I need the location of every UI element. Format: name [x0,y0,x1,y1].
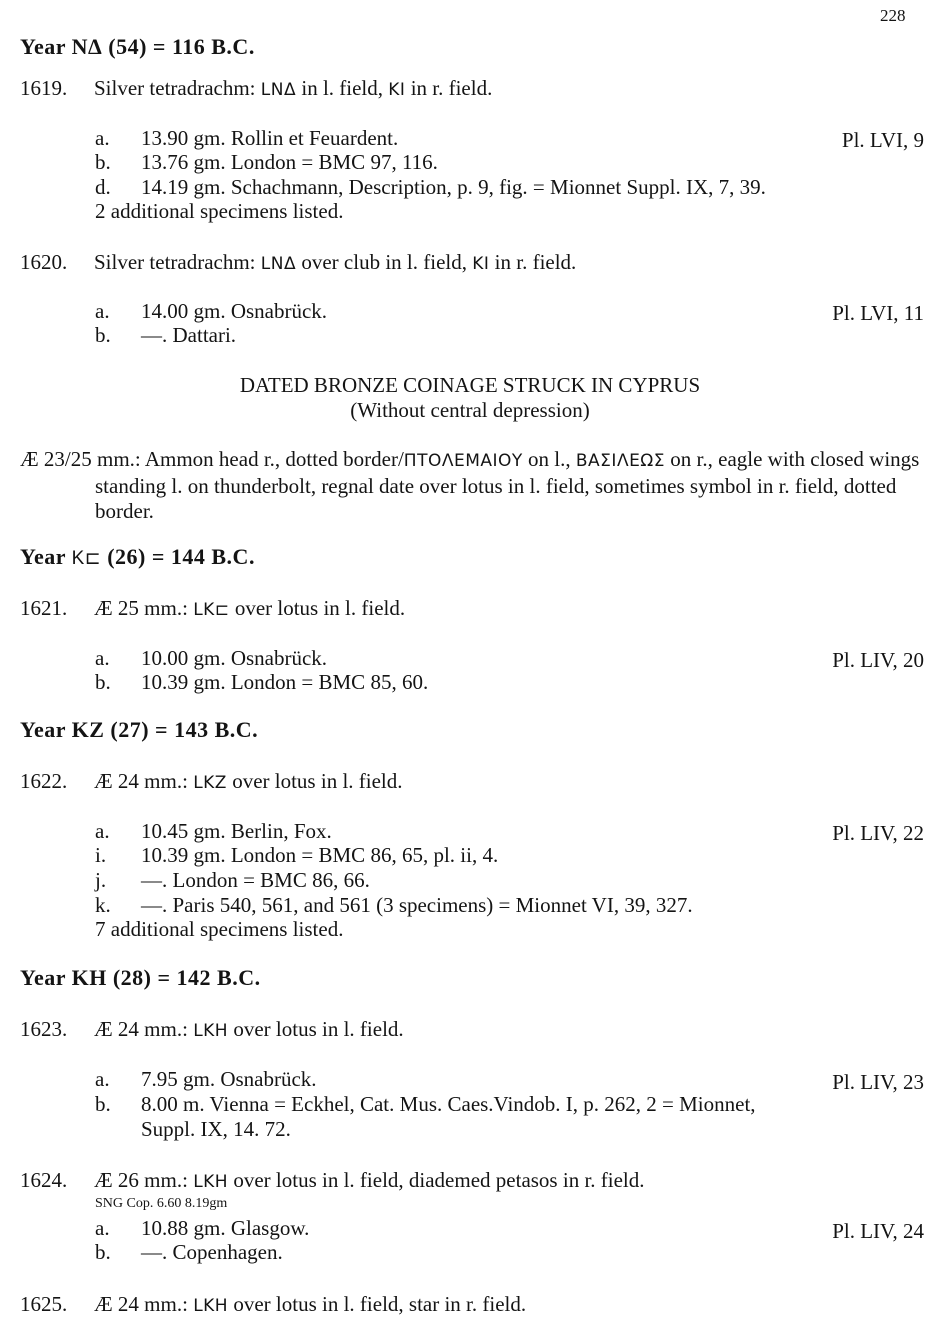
specimen-text: 13.90 gm. Rollin et Feuardent. [141,126,399,150]
specimen-text: 7.95 gm. Osnabrück. [141,1067,317,1091]
specimen-text: —. Copenhagen. [141,1240,283,1264]
section-title: DATED BRONZE COINAGE STRUCK IN CYPRUS [239,373,701,397]
greek-inscription: LΚΗ [193,1296,229,1316]
specimen-letter: b. [95,323,111,347]
entry-number: 1619. [20,76,68,100]
specimen-letter: i. [95,843,107,867]
entry-number: 1621. [20,596,68,620]
heading-text: Year [20,34,72,59]
specimen-text: Suppl. IX, 14. 72. [141,1117,291,1141]
plate-reference: Pl. LIV, 23 [832,1070,924,1094]
catalog-entry-1622 [20,769,403,794]
specimen-row [95,1216,309,1240]
specimen-text: 13.76 gm. London = BMC 97, 116. [141,150,438,174]
specimen-letter: a. [95,126,110,150]
specimen-text: 14.00 gm. Osnabrück. [141,299,328,323]
entry-text: over lotus in l. field. [228,1017,404,1041]
heading-text: Year [20,717,72,742]
specimen-row [95,150,438,174]
greek-inscription: ΚΙ [388,80,406,100]
specimen-text: 10.00 gm. Osnabrück. [141,646,328,670]
greek-inscription: LΚ⊏ [193,600,230,620]
specimen-letter: b. [95,670,111,694]
specimen-row [95,893,693,917]
specimen-letter: d. [95,175,111,199]
description-text: Æ 23/25 mm.: Ammon head r., dotted border/ [20,447,404,471]
specimen-text: —. London = BMC 86, 66. [141,868,370,892]
specimen-row [95,670,428,694]
year-heading-26 [20,544,255,570]
entry-text: over lotus in l. field, diademed petasos in r. field. [228,1168,645,1192]
entry-number: 1622. [20,769,68,793]
description-text: on l., [522,447,576,471]
specimen-row [95,1067,317,1091]
specimen-letter: a. [95,1067,110,1091]
plate-reference: Pl. LIV, 22 [832,821,924,845]
heading-text: (26) = 144 B.C. [101,544,255,569]
greek-numeral: KH [71,965,107,990]
specimen-row [95,646,327,670]
section-subtitle: (Without central depression) [350,398,590,422]
description-text: on r., eagle with closed wings standing l. on thunderbolt, regnal date over lotus in l. field, sometimes symbol in r. field, dotted border. [95,447,920,523]
entry-text: Æ 24 mm.: [94,769,194,793]
catalog-entry-1624 [20,1168,645,1193]
greek-inscription: LΝΔ [260,80,297,100]
specimen-letter: k. [95,893,111,917]
specimen-text: 14.19 gm. Schachmann, Description, p. 9, fig. = Mionnet Suppl. IX, 7, 39. [141,175,766,199]
specimen-text: —. Dattari. [141,323,237,347]
heading-text: Year [20,965,72,990]
specimen-row [95,1117,291,1141]
specimen-row [95,323,236,347]
specimen-text: 10.88 gm. Glasgow. [141,1216,310,1240]
specimen-row [95,868,370,892]
entry-number: 1625. [20,1292,68,1316]
year-heading-54 [20,34,255,60]
entry-text: Æ 25 mm.: [94,596,194,620]
specimen-row [95,1240,283,1264]
type-description [20,447,925,524]
specimen-text: 8.00 m. Vienna = Eckhel, Cat. Mus. Caes.Vindob. I, p. 262, 2 = Mionnet, [141,1092,756,1116]
specimen-row [95,1092,756,1116]
plate-reference: Pl. LIV, 24 [832,1219,924,1243]
greek-inscription: ΠΤΟΛΕΜΑΙΟΥ [403,451,523,471]
plate-reference: Pl. LVI, 11 [832,301,924,325]
year-heading-27 [20,717,258,743]
catalog-entry-1619 [20,76,492,101]
entry-text: Æ 24 mm.: [94,1017,194,1041]
specimen-text: 10.45 gm. Berlin, Fox. [141,819,332,843]
entry-text: in l. field, [296,76,389,100]
specimen-letter: b. [95,1240,111,1264]
entry-number: 1623. [20,1017,68,1041]
specimen-text: 10.39 gm. London = BMC 85, 60. [141,670,429,694]
specimen-letter: b. [95,1092,111,1116]
specimen-letter: a. [95,299,110,323]
greek-inscription: LΚΗ [193,1021,229,1041]
plate-reference: Pl. LIV, 20 [832,648,924,672]
year-heading-28 [20,965,261,991]
entry-text: over lotus in l. field. [226,769,403,793]
greek-numeral: KZ [71,717,105,742]
specimen-row [95,819,332,843]
heading-text: (28) = 142 B.C. [106,965,261,990]
heading-text: (27) = 143 B.C. [104,717,259,742]
catalog-entry-1623 [20,1017,404,1042]
additional-specimens: 7 additional specimens listed. [95,917,344,941]
specimen-letter: b. [95,150,111,174]
greek-inscription: LΚΖ [193,773,227,793]
specimen-letter: j. [95,868,107,892]
greek-inscription: ΒΑΣΙΛΕΩΣ [575,451,666,471]
specimen-text: —. Paris 540, 561, and 561 (3 specimens) = Mionnet VI, 39, 327. [141,893,693,917]
plate-reference: Pl. LVI, 9 [841,128,924,152]
specimen-letter: a. [95,646,110,670]
specimen-letter: a. [95,1216,110,1240]
entry-text: Æ 24 mm.: [94,1292,194,1316]
specimen-row [95,126,398,150]
greek-numeral: Κ⊏ [71,548,102,569]
entry-text: over lotus in l. field. [229,596,406,620]
entry-text: in r. field. [405,76,493,100]
greek-numeral: ΝΔ [71,34,103,59]
heading-text: Year [20,544,72,569]
specimen-row [95,299,327,323]
specimen-row [95,175,766,199]
entry-number: 1624. [20,1168,68,1192]
greek-inscription: LΚΗ [193,1172,229,1192]
handwritten-note: SNG Cop. 6.60 8.19gm [95,1196,228,1211]
specimen-letter: a. [95,819,110,843]
entry-text: Silver tetradrachm: [94,76,261,100]
catalog-entry-1620 [20,250,576,275]
entry-text: in r. field. [489,250,577,274]
greek-inscription: ΚΙ [472,254,490,274]
specimen-text: 10.39 gm. London = BMC 86, 65, pl. ii, 4. [141,843,499,867]
entry-text: over club in l. field, [296,250,473,274]
specimen-row [95,843,498,867]
catalog-entry-1621 [20,596,405,621]
entry-text: Silver tetradrachm: [94,250,261,274]
heading-text: (54) = 116 B.C. [102,34,255,59]
entry-text: over lotus in l. field, star in r. field. [228,1292,527,1316]
entry-text: Æ 26 mm.: [94,1168,194,1192]
catalog-entry-1625 [20,1292,526,1317]
greek-inscription: LΝΔ [260,254,297,274]
page-number: 228 [880,6,906,25]
additional-specimens: 2 additional specimens listed. [95,199,344,223]
entry-number: 1620. [20,250,68,274]
